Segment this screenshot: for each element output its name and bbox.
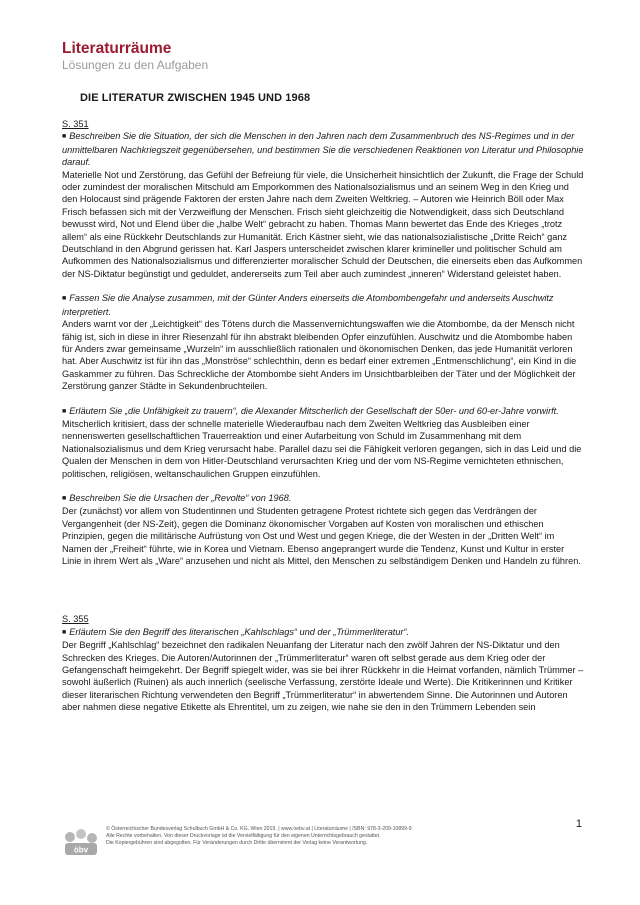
task-answer: Anders warnt vor der „Leichtigkeit“ des Tötens durch die Massenvernichtungswaffen wie die Atombombe, da der Mensch nicht fähig ist, sich in diese in ihrer Riesenzahl für ihn abstrakt bleibenden Opfer einzufühlen. Auschwitz und die Atombombe haben für Anders zwar gemeinsame „Wurzeln“ im ausschließlich rationalen und ökonomischen Denken, das jede Humanität verloren hat. Aber Auschwitz ist für ihn das „Monströse“ schlechthin, denn es bedarf einer extremen „Entmenschlichung“, ein Kind in die Gaskammer zu führen. Das Schreckliche der Atombombe sieht Anders im Unsichtbarbleiben der Täter und der Möglichkeit der Zerstörung ganzer Städte in Sekundenbruchteilen. bbox=[62, 319, 577, 392]
footer-line: Alle Rechte vorbehalten. Von dieser Druckvorlage ist die Vervielfältigung für den eigenen Unterrichtsgebrauch gestattet. bbox=[106, 833, 381, 839]
task-answer: Materielle Not und Zerstörung, das Gefühl der Befreiung für viele, die Unsicherheit hinsichtlich der Zukunft, die Frage der Schuld oder zumindest der moralischen Mitschuld am Emporkommen des Nationalsozialismus und an seinem Weg in den Krieg und den Holocaust sind prägende Faktoren der ersten Jahre nach dem Zweiten Weltkrieg. – Autoren wie Heinrich Böll oder Max Frisch befassen sich mit der Verzweiflung der Menschen. Frisch sieht gleichzeitig die Notwendigkeit, dass sich Deutschland bewusst wird, Not und Elend über die „halbe Welt“ gebracht zu haben. Thomas Mann bewertet das Ende des Krieges „trotz allem“ als eine Rückkehr Deutschlands zur Humanität. Erich Kästner sieht, wie das nationalsozialistische „Dritte Reich“ ganz Deutschland in den Abgrund gerissen hat. Karl Jaspers unterscheidet zwischen klarer krimineller und politischer Schuld am Aufkommen des Nationalsozialismus und differenzierter moralischer Schuld der Deutschen, die einerseits eben das Aufkommen der NS-Diktatur begünstigt und geduldet, andererseits zum Teil aber auch zumindest „inneren“ Widerstand geleistet haben. bbox=[62, 169, 584, 279]
page-reference: S. 355 bbox=[62, 614, 89, 625]
task-block bbox=[62, 130, 584, 280]
bullet-icon: ■ bbox=[62, 133, 67, 141]
brand-subtitle: Lösungen zu den Aufgaben bbox=[62, 58, 209, 72]
page-reference: S. 351 bbox=[62, 119, 89, 129]
publisher-logo-icon bbox=[62, 828, 100, 858]
bullet-icon: ■ bbox=[62, 407, 67, 415]
brand-header bbox=[62, 40, 208, 73]
document-body bbox=[62, 118, 584, 726]
document-title: DIE LITERATUR ZWISCHEN 1945 UND 1968 bbox=[80, 92, 311, 104]
task-question: ■ Erläutern Sie den Begriff des literarischen „Kahlschlags“ und der „Trümmerliteratur“. bbox=[62, 626, 410, 637]
task-answer: Mitscherlich kritisiert, dass der schnelle materielle Wiederaufbau nach dem Zweiten Weltkrieg das Ausbleiben einer nennenswerten gesellschaftlichen Trauerreaktion und einer Aufarbeitung von Schuld im Zusammenhang mit dem Nationalsozialismus und dem Krieg verursacht habe. Parallel dazu sei die Fähigkeit verloren gegangen, sich in das Leid und die Qualen der Menschen in dem von Hitler-Deutschland verursachten Krieg und der vom NS-Regime vernichteten ethnischen, politischen, religiösen, weltanschaulichen Gruppen einzufühlen. bbox=[62, 418, 582, 479]
task-block bbox=[62, 405, 584, 480]
bullet-icon: ■ bbox=[62, 494, 67, 502]
footer-legal-text bbox=[106, 826, 412, 847]
svg-text:öbv: öbv bbox=[73, 845, 89, 855]
brand-title: Literaturräume bbox=[62, 40, 172, 57]
bullet-icon: ■ bbox=[62, 295, 67, 303]
task-question: ■ Fassen Sie die Analyse zusammen, mit der Günter Anders einerseits die Atombombengefahr und anderseits Auschwitz interpretiert. bbox=[62, 293, 554, 317]
publisher-footer bbox=[62, 826, 522, 860]
page-number: 1 bbox=[575, 818, 582, 830]
task-question: ■ Beschreiben Sie die Ursachen der „Revolte“ von 1968. bbox=[62, 492, 292, 503]
bullet-icon: ■ bbox=[62, 628, 67, 636]
task-answer: Der Begriff „Kahlschlag“ bezeichnet den radikalen Neuanfang der Literatur nach den zwölf Jahren der NS-Diktatur und den Schrecken des Krieges. Die Autoren/Autorinnen der „Trümmerliteratur“ waren oft selbst gerade aus dem Krieg oder der Gefangenschaft heimgekehrt. Der Begriff spiegelt wider, was sie bei ihrer Rückkehr in die Heimat vorfanden, nämlich Trümmer – sowohl äußerlich (Ruinen) als auch innerlich (seelische Verfassung, zerstörte Ideale und Werte). Die Kritikerinnen und Kritiker dieser literarischen Richtung verwendeten den Begriff „Trümmerliteratur“ in abwertendem Sinne. Die Autorinnen und Autoren aber nahmen diese negative Etikette als Ehrentitel, um zu zeigen, wie nahe sie den in den Trümmern Lebenden sein bbox=[62, 640, 584, 713]
footer-line: © Österreichischer Bundesverlag Schulbuch GmbH & Co. KG, Wien 2019. | www.oebv.at | Literaturräume | ISBN: 978-3-209-10899-9 bbox=[106, 826, 412, 832]
task-block bbox=[62, 292, 584, 392]
task-block bbox=[62, 626, 584, 714]
task-question: ■ Beschreiben Sie die Situation, der sich die Menschen in den Jahren nach dem Zusammenbruch des NS-Regimes und in der unmittelbaren Nachkriegszeit gegenübersehen, und bestimmen Sie die verschiedenen Reaktionen von Literatur und Philosophie darauf. bbox=[62, 131, 584, 168]
footer-line: Die Kopiergebühren sind abgegolten. Für Veränderungen durch Dritte übernimmt der Verlag keine Verantwortung. bbox=[106, 840, 368, 846]
task-question: ■ Erläutern Sie „die Unfähigkeit zu trauern“, die Alexander Mitscherlich der Gesellschaft der 50er- und 60-er-Jahre vorwirft. bbox=[62, 405, 559, 416]
task-answer: Der (zunächst) vor allem von Studentinnen und Studenten getragene Protest richtete sich gegen das Verdrängen der Vergangenheit (der NS-Zeit), gegen die Dominanz ökonomischer Vorgaben auf Kosten von moralischen und ethischen Prinzipien, gegen die militärische Aufrüstung von Ost und West und gegen Kriege, die der Westen in der „Dritten Welt“ im Namen der „Freiheit“ führte, wie in Korea und Vietnam. Ebenso angeprangert wurde die Tendenz, Kunst und Kultur in erster Linie in ihrem Wert als „Ware“ anzusehen und nicht als Mittel, den Menschen zu selbständigem Denken und Handeln zu führen. bbox=[62, 506, 581, 566]
task-block bbox=[62, 492, 584, 567]
